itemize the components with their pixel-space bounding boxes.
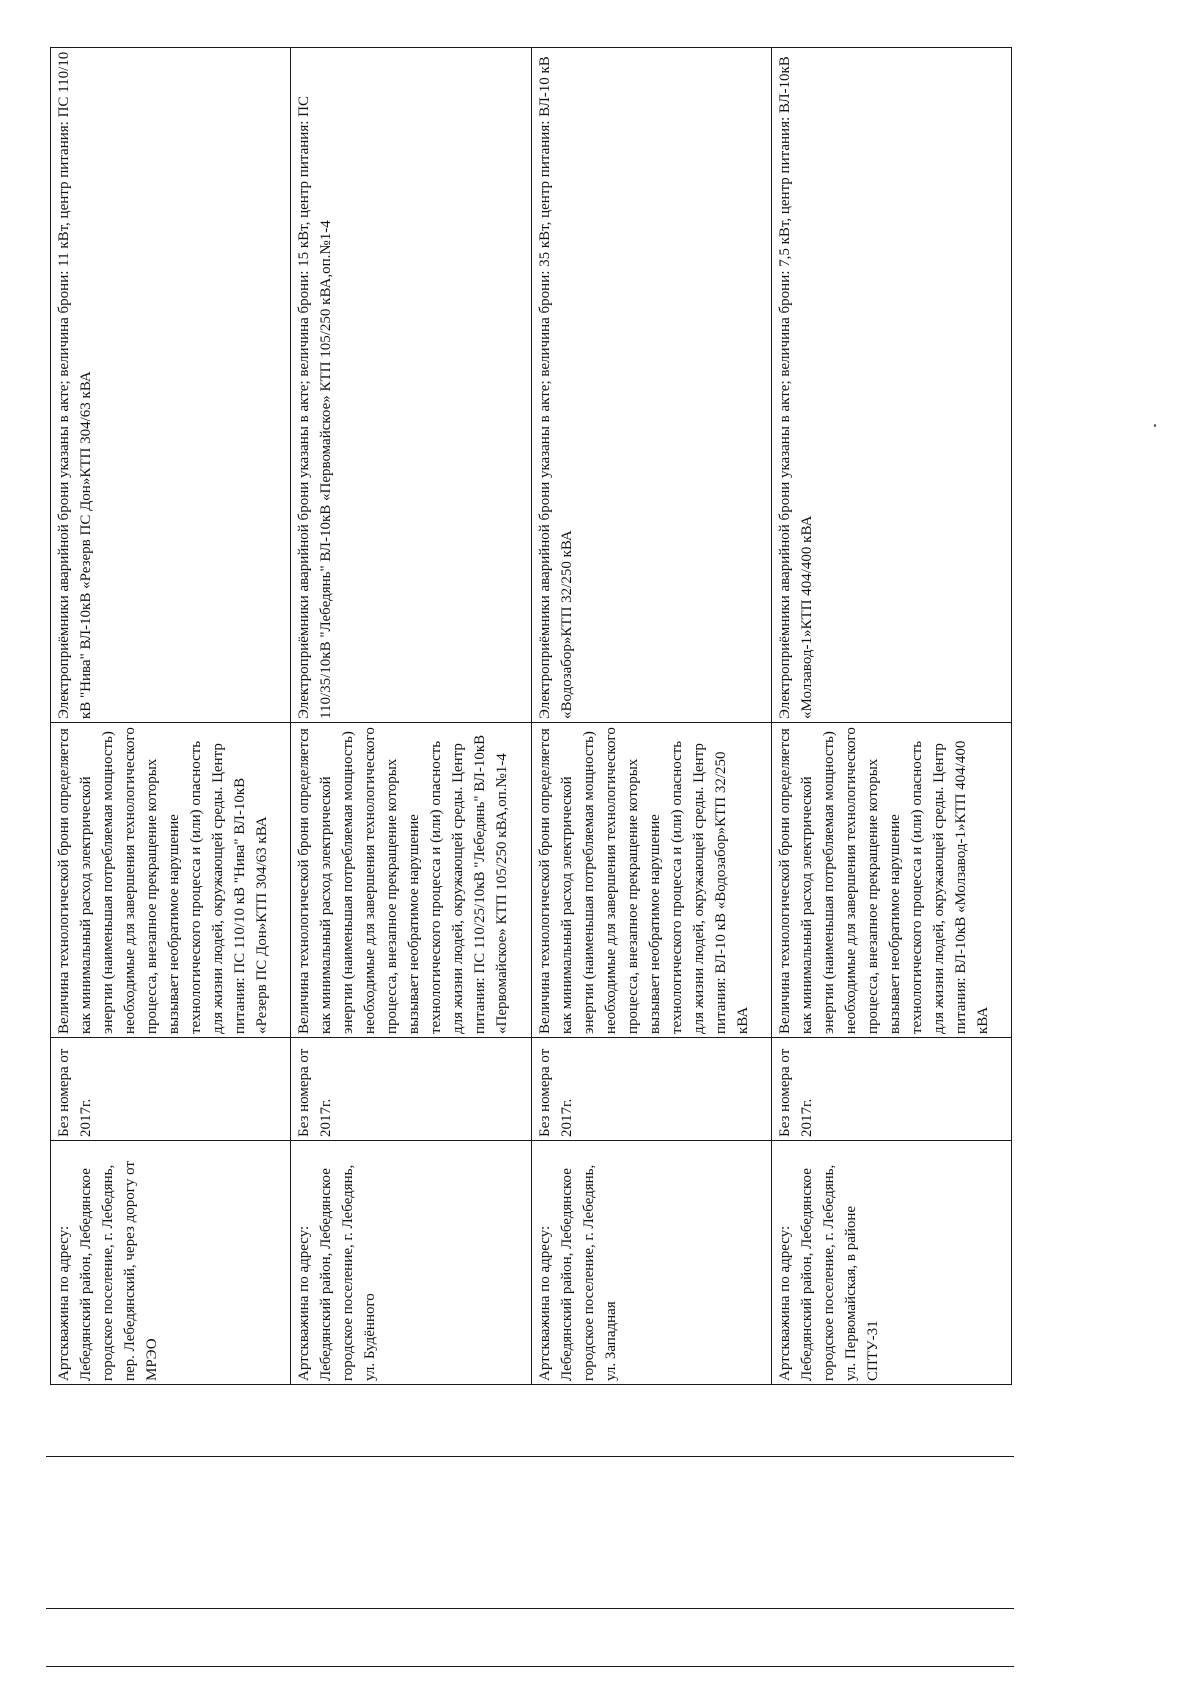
technological-reserve-cell: Величина технологической брони определяется как минимальный расход электрической энергии (наименьшая потребляемая мощность) необходимые для завершения технологического процесса, внезапное прекращение которых вызывает необратимое нарушение технологического процесса и (или) опасность для жизни людей, окружающей среды. Центр питания: ПС 110/25/10кВ "Лебедянь" ВЛ-10кВ «Первомайское» КТП 105/250 кВА,оп.№1-4 (291, 723, 531, 1038)
emergency-reserve-cell: Электроприёмники аварийной брони указаны в акте; величина брони: 35 кВт, центр питания: ВЛ-10 кВ «Водозабор»КТП 32/250 кВА (531, 48, 771, 723)
object-address-cell: Артскважина по адресу: Лебедянский район, Лебедянское городское поселение, г. Лебедянь, ул. Западная (531, 1141, 771, 1385)
technological-reserve-cell: Величина технологической брони определяется как минимальный расход электрической энергии (наименьшая потребляемая мощность) необходимые для завершения технологического процесса, внезапное прекращение которых вызывает необратимое нарушение технологического процесса и (или) опасность для жизни людей, окружающей среды. Центр питания: ПС 110/10 кВ "Нива" ВЛ-10кВ «Резерв ПС Дон»КТП 304/63 кВА (51, 723, 291, 1038)
rotated-table-container (50, 48, 1012, 1385)
separator-line (46, 1456, 1014, 1457)
object-address-cell: Артскважина по адресу: Лебедянский район, Лебедянское городское поселение, г. Лебедянь, ул. Будённого (291, 1141, 531, 1385)
scan-speck (1154, 424, 1156, 427)
object-address-cell: Артскважина по адресу: Лебедянский район, Лебедянское городское поселение, г. Лебедянь, пер. Лебедянский, через дорогу от МРЭО (51, 1141, 291, 1385)
separator-line (46, 1666, 1014, 1667)
table-row (771, 48, 1011, 1385)
table-row (51, 48, 291, 1385)
rotated-table-frame (50, 48, 1012, 1385)
emergency-reserve-cell: Электроприёмники аварийной брони указаны в акте; величина брони: 11 кВт, центр питания: ПС 110/10 кВ "Нива" ВЛ-10кВ «Резерв ПС Дон»КТП 304/63 кВА (51, 48, 291, 723)
document-cell: Без номера от 2017г. (291, 1038, 531, 1141)
technological-reserve-cell: Величина технологической брони определяется как минимальный расход электрической энергии (наименьшая потребляемая мощность) необходимые для завершения технологического процесса, внезапное прекращение которых вызывает необратимое нарушение технологического процесса и (или) опасность для жизни людей, окружающей среды. Центр питания: ВЛ-10кВ «Молзавод-1»КТП 404/400 кВА (771, 723, 1011, 1038)
object-address-cell: Артскважина по адресу: Лебедянский район, Лебедянское городское поселение, г. Лебедянь, ул. Первомайская, в районе СПТУ-31 (771, 1141, 1011, 1385)
table-row (291, 48, 531, 1385)
separator-line (46, 1608, 1014, 1609)
document-cell: Без номера от 2017г. (531, 1038, 771, 1141)
document-cell: Без номера от 2017г. (51, 1038, 291, 1141)
document-cell: Без номера от 2017г. (771, 1038, 1011, 1141)
emergency-reserve-cell: Электроприёмники аварийной брони указаны в акте; величина брони: 15 кВт, центр питания: ПС 110/35/10кВ "Лебедянь" ВЛ-10кВ «Первомайское» КТП 105/250 кВА,оп.№1-4 (291, 48, 531, 723)
table-row (531, 48, 771, 1385)
emergency-reserve-cell: Электроприёмники аварийной брони указаны в акте; величина брони: 7,5 кВт, центр питания: ВЛ-10кВ «Молзавод-1»КТП 404/400 кВА (771, 48, 1011, 723)
emergency-reserve-table (50, 47, 1012, 1385)
technological-reserve-cell: Величина технологической брони определяется как минимальный расход электрической энергии (наименьшая потребляемая мощность) необходимые для завершения технологического процесса, внезапное прекращение которых вызывает необратимое нарушение технологического процесса и (или) опасность для жизни людей, окружающей среды. Центр питания: ВЛ-10 кВ «Водозабор»КТП 32/250 кВА (531, 723, 771, 1038)
